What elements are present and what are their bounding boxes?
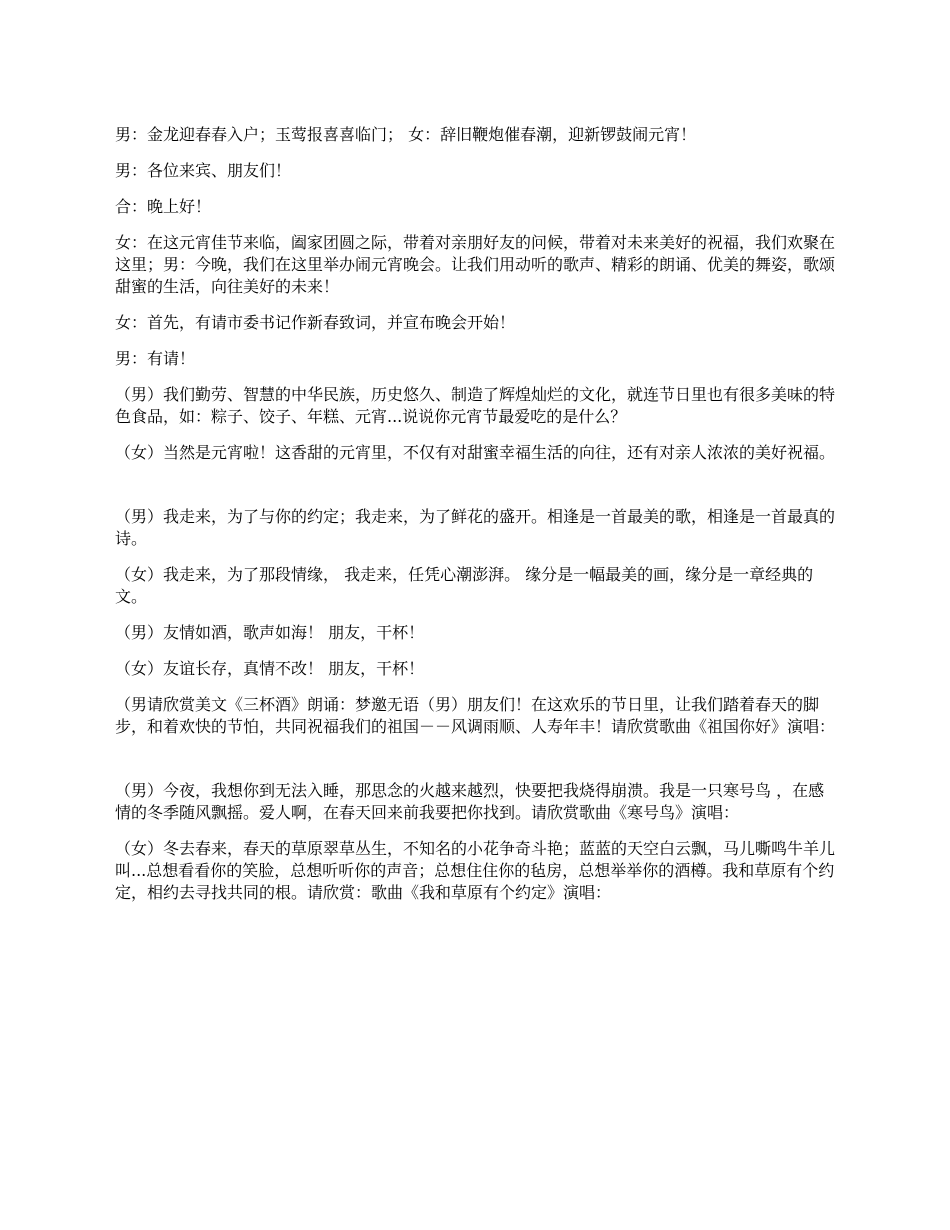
paragraph-male-cheers: （男）友情如酒，歌声如海！ 朋友，干杯！ (115, 623, 425, 642)
section-spacer (115, 478, 839, 506)
paragraph-hanhao-bird: （男）今夜，我想你到无法入睡，那思念的火越来越烈，快要把我烧得崩溃。我是一只寒号鸟 ，在感情的冬季随风飘摇。爱人啊，在春天回来前我要把你找到。请欣赏歌曲《寒号鸟》演唱： (115, 781, 825, 822)
paragraph-secretary-speech: 女：首先，有请市委书记作新春致词，并宣布晚会开始！ (115, 313, 516, 332)
paragraph-grassland-promise: （女）冬去春来，春天的草原翠草丛生，不知名的小花争奇斗艳；蓝蓝的天空白云飘，马儿嘶鸣牛羊儿叫...总想看看你的笑脸，总想听听你的声音；总想住住你的毡房，总想举举你的酒樽。我和草原有个约定，相约去寻找共同的根。请欣赏：歌曲《我和草原有个约定》演唱： (115, 839, 836, 902)
paragraph-male-i-come: （男）我走来，为了与你的约定；我走来，为了鲜花的盛开。相逢是一首最美的歌，相逢是一首最真的诗。 (115, 507, 836, 548)
section-spacer (115, 752, 839, 780)
document-body (115, 124, 839, 918)
paragraph-female-i-come: （女）我走来，为了那段情缘， 我走来，任凭心潮澎湃。 缘分是一幅最美的画，缘分是一章经典的文。 (115, 565, 814, 606)
paragraph-chinese-culture: （男）我们勤劳、智慧的中华民族，历史悠久、制造了辉煌灿烂的文化，就连节日里也有很多美味的特色食品，如：粽子、饺子、年糕、元宵...说说你元宵节最爱吃的是什么？ (115, 385, 836, 426)
paragraph-three-cups-wine: （男请欣赏美文《三杯酒》朗诵：梦邀无语（男）朋友们！在这欢乐的节日里，让我们踏着春天的脚步，和着欢快的节怕，共同祝福我们的祖国－－风调雨顺、人寿年丰！请欣赏歌曲《祖国你好》演唱： (115, 695, 836, 736)
paragraph-yuanxiao: （女）当然是元宵啦！这香甜的元宵里，不仅有对甜蜜幸福生活的向往，还有对亲人浓浓的美好祝福。 (115, 443, 836, 462)
paragraph-festival-intro: 女：在这元宵佳节来临，阖家团圆之际，带着对亲朋好友的问候，带着对未来美好的祝福，我们欢聚在这里；男：今晚，我们在这里举办闹元宵晚会。让我们用动听的歌声、精彩的朗诵、优美的舞姿，歌颂甜蜜的生活，向往美好的未来！ (115, 233, 836, 296)
paragraph-opening-couplet: 男：金龙迎春春入户；玉莺报喜喜临门； 女：辞旧鞭炮催春潮，迎新锣鼓闹元宵！ (115, 125, 697, 144)
paragraph-please: 男：有请！ (115, 349, 196, 368)
paragraph-good-evening: 合：晚上好！ (115, 197, 212, 216)
paragraph-greeting-guests: 男：各位来宾、朋友们！ (115, 161, 292, 180)
paragraph-female-cheers: （女）友谊长存，真情不改！ 朋友，干杯！ (115, 659, 425, 678)
